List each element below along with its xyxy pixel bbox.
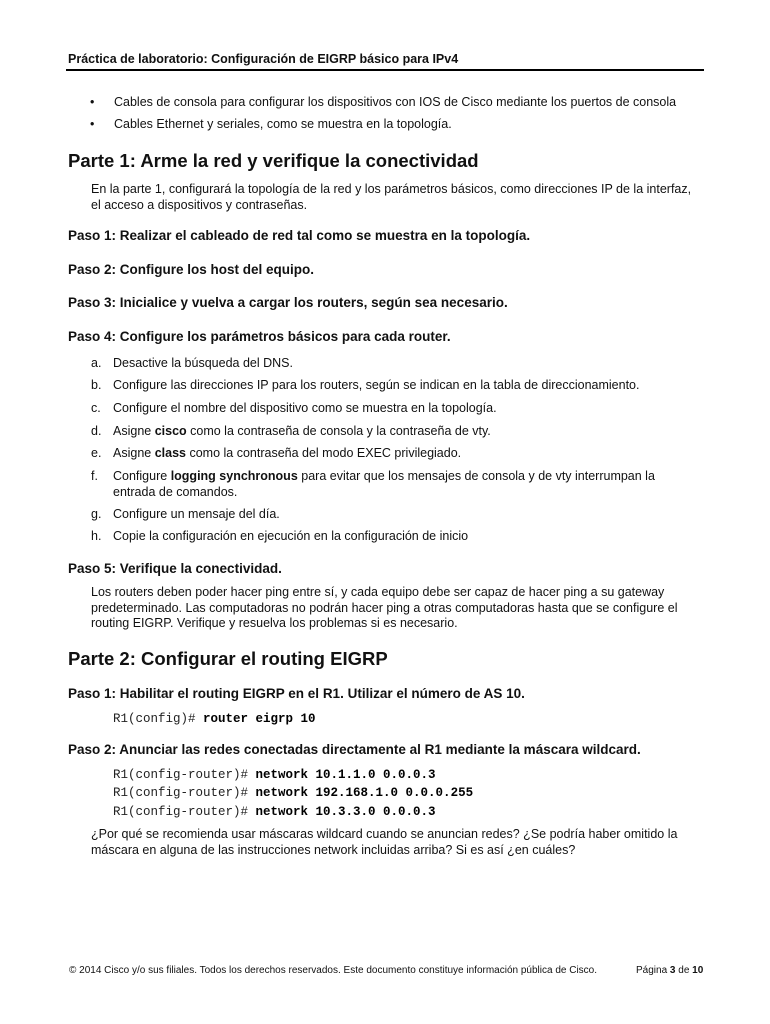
part1-step1: Paso 1: Realizar el cableado de red tal como se muestra en la topología. — [68, 228, 531, 243]
list-item: g. Configure un mensaje del día. — [91, 507, 280, 521]
list-item: d. Asigne cisco como la contraseña de consola y la contraseña de vty. — [91, 424, 491, 438]
bullet-item: • Cables de consola para configurar los dispositivos con IOS de Cisco mediante los puertos de consola — [90, 95, 677, 109]
code-line: R1(config-router)# network 10.3.3.0 0.0.0.3 — [113, 805, 436, 819]
part1-step5: Paso 5: Verifique la conectividad. — [68, 561, 282, 576]
part1-intro: En la parte 1, configurará la topología de la red y los parámetros básicos, como direcciones IP de la interfaz, el acceso a dispositivos y contraseñas. — [91, 182, 692, 212]
part1-step2: Paso 2: Configure los host del equipo. — [68, 262, 315, 277]
code-line: R1(config-router)# network 192.168.1.0 0.0.0.255 — [113, 786, 474, 800]
header-rule — [66, 69, 704, 71]
bullet-icon: • — [90, 117, 95, 131]
part1-step5-text: Los routers deben poder hacer ping entre sí, y cada equipo debe ser capaz de hacer ping a su gateway predeterminado. Las computadoras no podrán hacer ping a otras computadoras hasta que se configure el routing EIGRP. Verifique y resuelva los problemas si es necesario. — [91, 585, 678, 630]
code-line: R1(config)# router eigrp 10 — [113, 712, 316, 726]
part1-title: Parte 1: Arme la red y verifique la conectividad — [68, 150, 479, 171]
document-header: Práctica de laboratorio: Configuración de EIGRP básico para IPv4 — [68, 52, 459, 66]
part2-step1: Paso 1: Habilitar el routing EIGRP en el R1. Utilizar el número de AS 10. — [68, 686, 525, 701]
list-item: f. Configure logging synchronous para evitar que los mensajes de consola y de vty interrumpan la entrada de comandos. — [91, 469, 655, 499]
part1-step3: Paso 3: Inicialice y vuelva a cargar los routers, según sea necesario. — [68, 295, 508, 310]
list-item: b. Configure las direcciones IP para los routers, según se indican en la tabla de direccionamiento. — [91, 378, 640, 392]
list-item: a. Desactive la búsqueda del DNS. — [91, 356, 293, 370]
part1-step4: Paso 4: Configure los parámetros básicos para cada router. — [68, 329, 451, 344]
list-item: e. Asigne class como la contraseña del modo EXEC privilegiado. — [91, 446, 462, 460]
part2-title: Parte 2: Configurar el routing EIGRP — [68, 648, 388, 669]
footer-page-number: Página 3 de 10 — [636, 965, 704, 976]
list-item: h. Copie la configuración en ejecución en la configuración de inicio — [91, 529, 469, 543]
bullet-item: • Cables Ethernet y seriales, como se muestra en la topología. — [90, 117, 452, 131]
part2-question: ¿Por qué se recomienda usar máscaras wildcard cuando se anuncian redes? ¿Se podría haber omitido la máscara en alguna de las instrucciones network incluidas arriba? Si es así ¿en cuáles? — [91, 827, 678, 857]
code-line: R1(config-router)# network 10.1.1.0 0.0.0.3 — [113, 768, 436, 782]
part2-step2: Paso 2: Anunciar las redes conectadas directamente al R1 mediante la máscara wildcard. — [68, 742, 641, 757]
list-item: c. Configure el nombre del dispositivo como se muestra en la topología. — [91, 401, 497, 415]
footer-copyright: © 2014 Cisco y/o sus filiales. Todos los derechos reservados. Este documento constituye información pública de Cisco. — [69, 965, 598, 976]
bullet-icon: • — [90, 95, 95, 109]
